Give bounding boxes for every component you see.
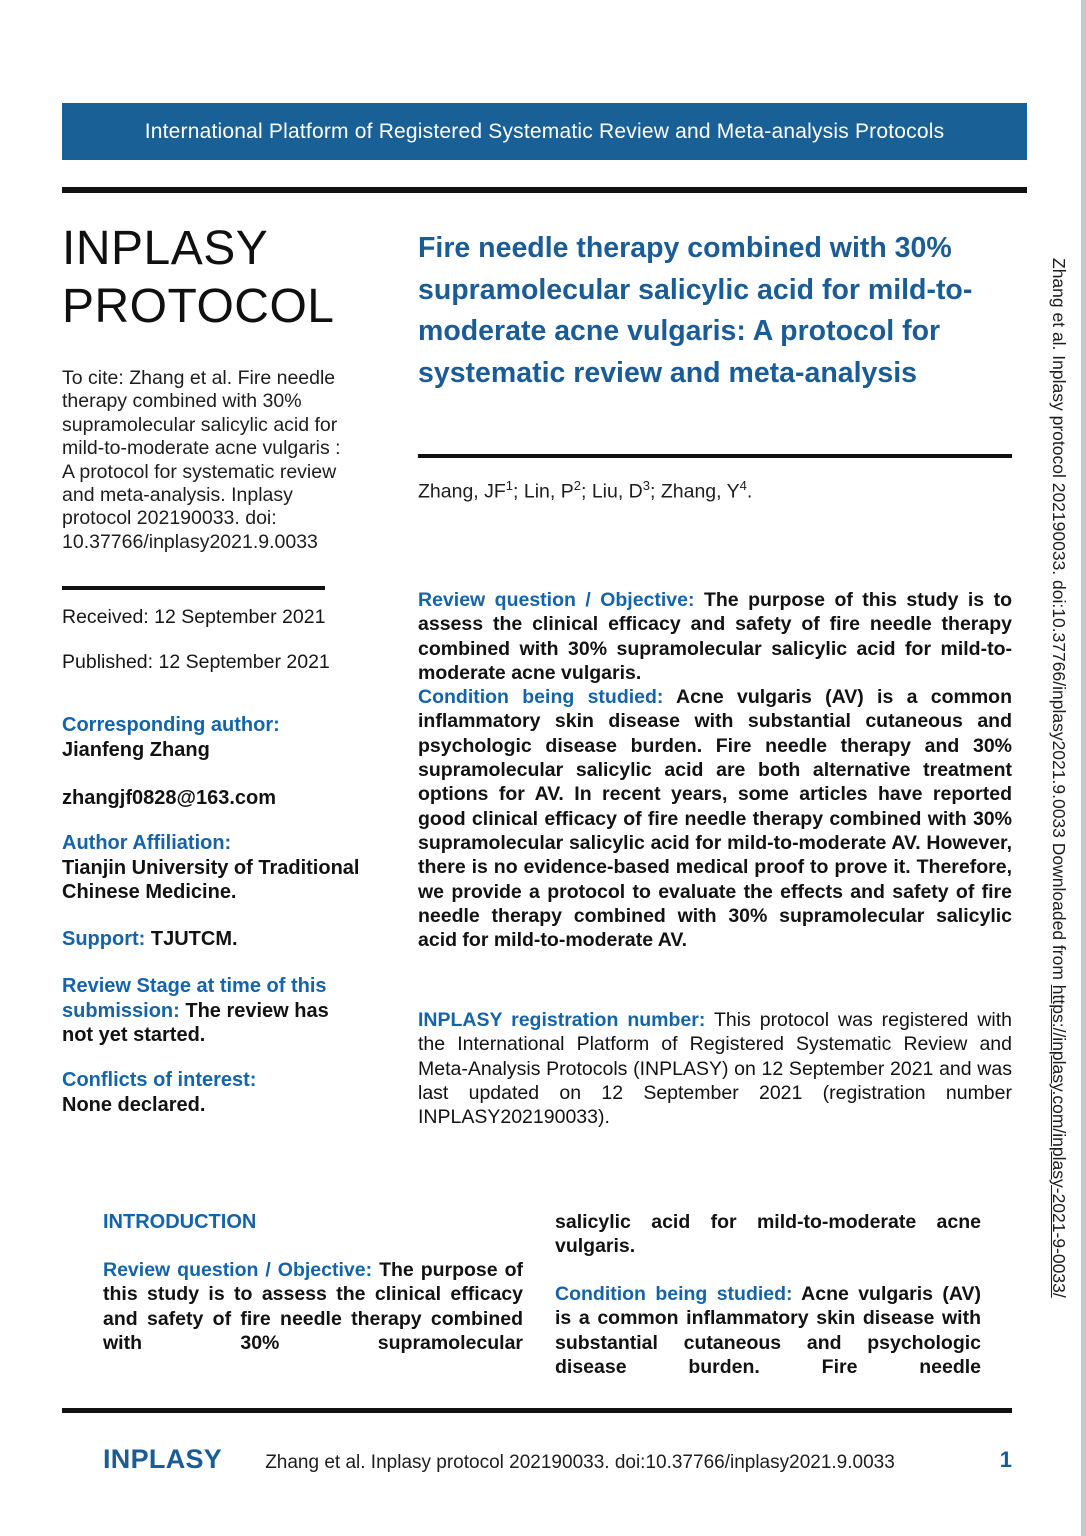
conflicts-block — [62, 1068, 367, 1117]
abstract-block — [418, 588, 1012, 952]
condition-paragraph — [418, 685, 1012, 952]
authors-line — [418, 478, 1012, 504]
registration-paragraph — [418, 1008, 1012, 1129]
support-value: TJUTCM. — [150, 928, 238, 950]
to-cite-text: To cite: Zhang et al. Fire needle therapy combined with 30% supramolecular salicylic acid for mild-to-moderate acne vulgaris : A protocol for systematic review and meta-analysis. Inplasy protocol 202190033. doi: 10.37766/inplasy2021.9.0033 — [62, 367, 341, 553]
introduction-column-1 — [103, 1258, 523, 1355]
review-question-paragraph — [418, 588, 1012, 685]
introduction-continuation-text: salicylic acid for mild-to-moderate acne vulgaris. — [555, 1211, 981, 1258]
corresponding-author-label: Corresponding author: — [62, 714, 280, 736]
platform-banner-title: International Platform of Registered Systematic Review and Meta-analysis Protocols — [144, 119, 945, 143]
footer-page-number: 1 — [999, 1447, 1012, 1472]
author-4-affiliation-number: 4 — [739, 478, 747, 493]
condition-text: Acne vulgaris (AV) is a common inflammatory skin disease with substantial cutaneous and psychologic disease burden. Fire needle therapy and 30% supramolecular salicylic acid are both alternative treatment options for AV. In recent years, some articles have reported good clinical efficacy of fire needle therapy combined with 30% supramolecular salicylic acid for mild-to-moderate AV. However, there is no evidence-based medical proof to prove it. Therefore, we provide a protocol to evaluate the effects and safety of fire needle therapy combined with 30% supramolecular salicylic acid for mild-to-moderate AV. — [418, 686, 1013, 952]
title-divider — [418, 454, 1012, 458]
corresponding-author-name: Jianfeng Zhang — [62, 738, 210, 761]
review-stage-block — [62, 974, 354, 1048]
introduction-column-2 — [555, 1282, 981, 1379]
masthead-title — [62, 220, 372, 336]
introduction-column-2-continuation — [555, 1210, 981, 1259]
author-separator: . — [746, 480, 753, 503]
registration-label: INPLASY registration number: — [418, 1009, 706, 1031]
introduction-review-question-paragraph — [103, 1258, 523, 1355]
support-block — [62, 927, 367, 952]
corresponding-author-block — [62, 713, 367, 762]
introduction-condition-paragraph — [555, 1282, 981, 1379]
author-3-affiliation-number: 3 — [642, 478, 651, 493]
review-stage-label: Review Stage at time of this submission: — [62, 975, 327, 1022]
masthead-line2: PROTOCOL — [62, 280, 335, 333]
registration-block — [418, 1008, 1012, 1129]
conflicts-value: None declared. — [62, 1093, 206, 1116]
author-affiliation-block — [62, 831, 367, 905]
author-separator: ; — [580, 480, 592, 503]
published-date: Published: 12 September 2021 — [62, 651, 330, 673]
registration-text: This protocol was registered with the International Platform of Registered Systematic Review and Meta-Analysis Protocols (INPLASY) on 12 September 2021 and was last updated on 12 September 2021 (registration number INPLASY202190033). — [418, 1009, 1013, 1129]
sidebar-citation-link[interactable]: https://inplasy.com/inplasy-2021-9-0033/ — [1049, 984, 1069, 1298]
masthead-line1: INPLASY — [62, 222, 269, 275]
author-affiliation-value: Tianjin University of Traditional Chinese Medicine. — [62, 856, 360, 903]
footer-logo: INPLASY — [103, 1444, 223, 1474]
author-1: Zhang, JF — [418, 480, 506, 503]
support-label: Support: — [62, 928, 146, 950]
conflicts-label: Conflicts of interest: — [62, 1069, 257, 1091]
article-title: Fire needle therapy combined with 30% supramolecular salicylic acid for mild-to-moderate acne vulgaris: A protocol for systematic review and meta-analysis — [418, 232, 973, 389]
condition-label: Condition being studied: — [418, 686, 664, 709]
introduction-condition-text: Acne vulgaris (AV) is a common inflammatory skin disease with substantial cutaneous and psychologic disease burden. Fire needle — [555, 1283, 981, 1378]
review-question-text: The purpose of this study is to assess the clinical efficacy and safety of fire needle therapy combined with 30% supramolecular salicylic acid for mild-to-moderate acne vulgaris. — [418, 589, 1012, 684]
sidebar-citation-stamp — [1048, 258, 1069, 1298]
introduction-condition-label: Condition being studied: — [555, 1283, 793, 1305]
sidebar-citation-text: Zhang et al. Inplasy protocol 202190033. doi:10.37766/inplasy2021.9.0033 Downloaded from — [1049, 258, 1069, 985]
author-3: Liu, D — [591, 480, 643, 503]
page-edge-shadow — [1081, 0, 1086, 1536]
footer-divider — [62, 1408, 1012, 1413]
author-affiliation-label: Author Affiliation: — [62, 832, 232, 854]
platform-banner — [62, 103, 1027, 160]
left-column-divider — [62, 586, 325, 590]
introduction-review-question-text: The purpose of this study is to assess the clinical efficacy and safety of fire needle therapy combined with 30% supramolecular — [103, 1259, 524, 1354]
review-stage-value: The review has not yet started. — [62, 999, 329, 1046]
author-separator: ; — [513, 480, 524, 503]
author-2-affiliation-number: 2 — [573, 478, 581, 493]
introduction-review-question-label: Review question / Objective: — [103, 1259, 373, 1281]
received-date: Received: 12 September 2021 — [62, 606, 326, 628]
author-2: Lin, P — [523, 480, 574, 503]
introduction-heading: INTRODUCTION — [103, 1211, 257, 1233]
review-question-label: Review question / Objective: — [418, 589, 695, 611]
corresponding-author-email: zhangjf0828@163.com — [62, 787, 277, 809]
author-4: Zhang, Y — [660, 480, 740, 503]
author-separator: ; — [650, 480, 661, 503]
top-divider — [62, 187, 1027, 193]
footer-citation: Zhang et al. Inplasy protocol 202190033. doi:10.37766/inplasy2021.9.0033 — [265, 1452, 895, 1473]
author-1-affiliation-number: 1 — [505, 478, 514, 493]
